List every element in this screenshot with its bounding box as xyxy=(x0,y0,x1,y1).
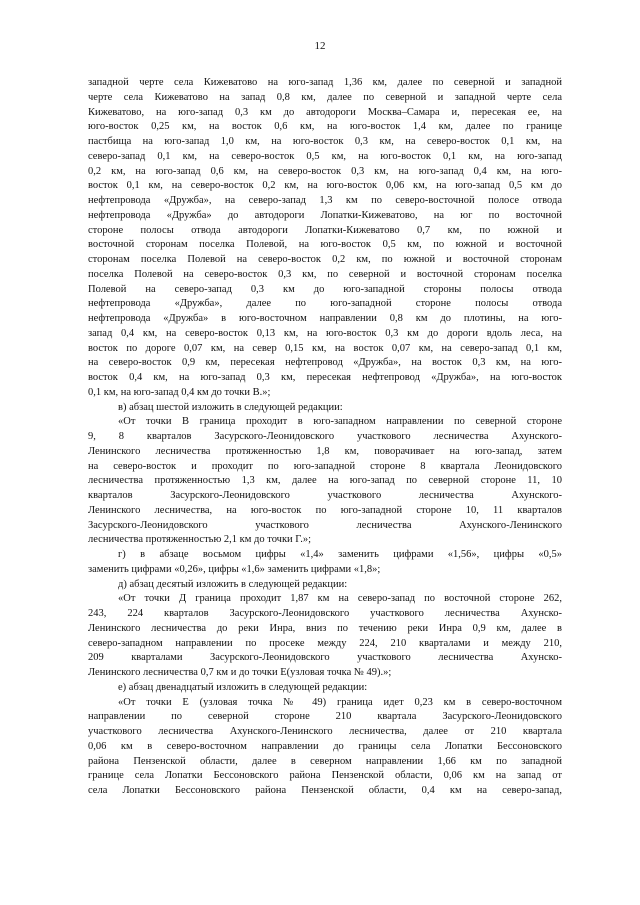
text-line: 0,2 км, на юго-запад 0,6 км, на северо-восток 0,3 км, на юго-запад 0,4 км, на юго- xyxy=(88,165,562,177)
text-line: Ленинского лесничества до реки Инра, вниз по течению реки Инра 0,9 км, далее в xyxy=(88,622,562,634)
text-line: лесничества протяженностью 1,3 км, далее на юго-запад по северной стороне 11, 10 xyxy=(88,475,562,487)
text-line: на северо-восток 0,9 км, пересекая нефтепровод «Дружба», на восток 0,3 км, на юго- xyxy=(88,357,562,369)
text-line: нефтепровода «Дружба» до автодороги Лопатки-Кижеватово, на юг по восточной xyxy=(88,209,562,221)
text-line: черте села Кижеватово на запад 0,8 км, далее по северной и западной черте села xyxy=(88,91,562,103)
text-line: Ленинского лесничества протяженностью 1,8 км, поворачивает на юго-запад, затем xyxy=(88,445,562,457)
item-v-heading xyxy=(88,401,562,416)
text-line: восток 0,4 км, на юго-запад 0,3 км, пересекая нефтепровод «Дружба», на юго-восток xyxy=(88,372,562,383)
item-e-text xyxy=(88,696,562,799)
text-line: пастбища на юго-запад 1,0 км, на юго-восток 0,3 км, на северо-восток 0,1 км, на xyxy=(88,136,562,147)
text-line: «От точки В граница проходит в юго-западном направлении по северной стороне xyxy=(118,416,562,428)
text-line: восток 0,1 км, на северо-восток 0,2 км, на юго-восток 0,06 км, на юго-запад 0,5 км до xyxy=(88,180,562,192)
text-line: 9, 8 кварталов Засурского-Леонидовского участкового лесничества Ахунского- xyxy=(88,431,562,442)
text-line: 0,1 км, на юго-запад 0,4 км до точки В.»; xyxy=(88,386,271,398)
text-line: восточной сторонам поселка Полевой, на юго-восток 0,5 км, по южной и восточной xyxy=(88,239,562,251)
text-line: е) абзац двенадцатый изложить в следующей редакции: xyxy=(118,681,368,693)
item-d-text xyxy=(88,592,562,681)
item-d-heading xyxy=(88,578,562,593)
text-line: 209 кварталами Засурского-Леонидовского участкового лесничества Ахунско- xyxy=(88,652,562,664)
text-line: западной черте села Кижеватово на юго-запад 1,36 км, далее по северной и западной xyxy=(88,77,562,88)
text-line: участкового лесничества Ахунского-Ленинского лесничества, далее от 210 квартала xyxy=(88,726,562,737)
text-line: кварталов Засурского-Леонидовского участкового лесничества Ахунского- xyxy=(88,490,562,501)
text-line: 243, 224 кварталов Засурского-Леонидовского участкового лесничества Ахунско- xyxy=(88,608,562,619)
text-line: «От точки Д граница проходит 1,87 км на северо-запад по восточной стороне 262, xyxy=(118,593,562,605)
text-line: направлении по северной стороне 210 квартала Засурского-Леонидовского xyxy=(88,711,562,723)
text-line: района Пензенской области, далее в северном направлении 1,66 км по западной xyxy=(88,755,562,767)
text-line: «От точки Е (узловая точка № 49) граница идет 0,23 км в северо-восточном xyxy=(118,696,562,708)
text-line: на северо-восток и проходит по юго-западной стороне 8 квартала Леонидовского xyxy=(88,460,562,472)
text-line: юго-восток 0,25 км, на восток 0,6 км, на юго-восток 1,4 км, далее по границе xyxy=(88,121,562,133)
text-line: поселка Полевой на северо-восток 0,3 км, по северной и восточной сторонам поселка xyxy=(88,268,562,280)
item-g-text xyxy=(88,548,562,578)
text-line: заменить цифрами «0,26», цифры «1,6» заменить цифрами «1,8»; xyxy=(88,563,381,575)
item-v-text xyxy=(88,415,562,548)
text-line: д) абзац десятый изложить в следующей редакции: xyxy=(118,578,348,590)
text-line: нефтепровода «Дружба» в юго-восточном направлении 0,8 км до плотины, на юго- xyxy=(88,313,562,324)
text-line: Полевой на северо-запад 0,3 км до юго-западной стороны полосы отвода xyxy=(88,283,562,295)
text-line: Ленинского лесничества, на юго-восток по юго-западной стороне 10, 11 кварталов xyxy=(88,504,562,516)
text-line: границе села Лопатки Бессоновского района Пензенской области, 0,06 км на запад от xyxy=(88,770,562,782)
text-line: Кижеватово, на юго-запад 0,3 км до автодороги Москва–Самара и, пересекая ее, на xyxy=(88,106,562,118)
text-line: восток по дороге 0,07 км, на север 0,15 км, на восток 0,07 км, на северо-запад 0,1 км, xyxy=(88,342,562,354)
text-line: северо-западном направлении по просеке между 224, 210 кварталами и между 210, xyxy=(88,637,562,649)
text-line: сторонам поселка Полевой на северо-восток 0,2 км, по южной и восточной сторонам xyxy=(88,254,562,265)
text-line: г) в абзаце восьмом цифры «1,4» заменить цифрами «1,56», цифры «0,5» xyxy=(118,549,562,560)
page-number: 12 xyxy=(314,40,326,52)
text-line: 0,06 км в северо-восточном направлении до границы села Лопатки Бессоновского xyxy=(88,740,562,752)
text-line: лесничества протяженностью 2,1 км до точки Г.»; xyxy=(88,534,311,546)
text-line: запад 0,4 км, на северо-восток 0,13 км, на юго-восток 0,3 км до дороги вдоль леса, на xyxy=(88,327,562,339)
text-line: Ленинского лесничества 0,7 км и до точки Е(узловая точка № 49).»; xyxy=(88,667,392,678)
text-line: северо-запад 0,1 км, на северо-восток 0,5 км, на юго-восток 0,1 км, на юго-запад xyxy=(88,150,562,162)
text-line: стороне полосы отвода автодороги Лопатки-Кижеватово 0,7 км, по южной и xyxy=(88,224,562,236)
document-body xyxy=(88,76,562,799)
text-line: нефтепровода «Дружба», на северо-запад 1,3 км по северо-восточной полосе отвода xyxy=(88,195,562,206)
continuation-paragraph xyxy=(88,76,562,401)
text-line: села Лопатки Бессоновского района Пензенской области, 0,4 км на северо-запад, xyxy=(88,785,562,796)
item-e-heading xyxy=(88,681,562,696)
text-line: в) абзац шестой изложить в следующей редакции: xyxy=(118,401,343,413)
text-line: нефтепровода «Дружба», далее по юго-западной стороне полосы отвода xyxy=(88,298,562,310)
text-line: Засурского-Леонидовского участкового лесничества Ахунского-Ленинского xyxy=(88,519,562,531)
